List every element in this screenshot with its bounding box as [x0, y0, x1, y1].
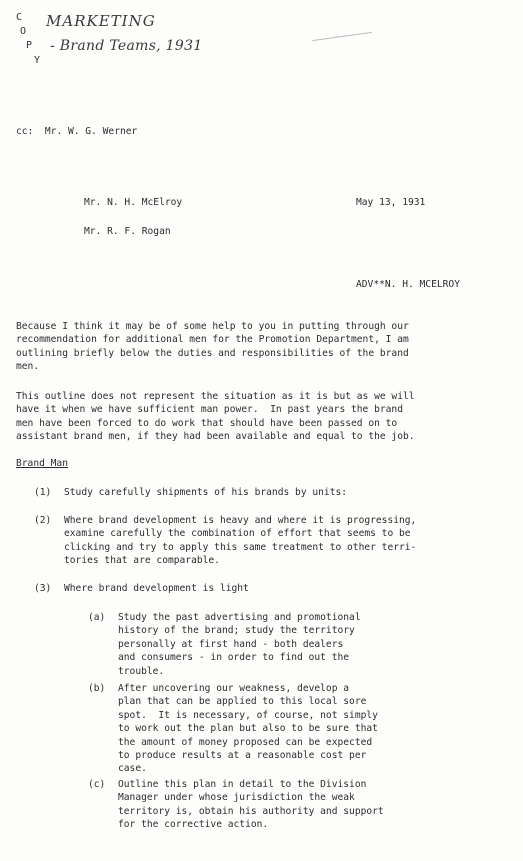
paragraph-line: men.: [16, 361, 40, 373]
cc-line: cc: Mr. W. G. Werner: [16, 126, 138, 137]
copy-letter: P: [26, 40, 33, 51]
subitem-body: [118, 778, 384, 832]
subitem-body: [118, 611, 361, 678]
handwritten-label-brand-teams: - Brand Teams, 1931: [50, 38, 203, 54]
subitem-line: personally at first hand - both dealers: [118, 638, 344, 650]
copy-letter: C: [16, 12, 23, 23]
subitem-line: spot. It is necessary, of course, not simply: [118, 709, 378, 721]
subitem-line: Outline this plan in detail to the Division: [118, 779, 367, 790]
subitem-line: After uncovering our weakness, develop a: [118, 683, 350, 694]
item-line: Study carefully shipments of his brands by units:: [64, 487, 348, 498]
item-line: Where brand development is heavy and where it is progressing,: [64, 515, 417, 526]
paragraph-line: have it when we have sufficient man power. In past years the brand: [16, 404, 403, 416]
paragraph-line: recommendation for additional men for the Promotion Department, I am: [16, 334, 409, 346]
item-body: [64, 514, 416, 568]
outline-paragraph: [16, 390, 506, 444]
item-line: Where brand development is light: [64, 583, 249, 594]
item-line: examine carefully the combination of effort that seems to be: [64, 528, 411, 540]
stray-pen-mark: [312, 32, 372, 41]
item-line: tories that are comparable.: [64, 555, 220, 567]
paragraph-line: Because I think it may be of some help to you in putting through our: [16, 321, 409, 332]
reference-line: ADV**N. H. MCELROY: [356, 279, 460, 290]
memo-date: May 13, 1931: [356, 197, 426, 208]
subitem-letter: (c): [88, 779, 106, 790]
copy-letter: O: [20, 26, 27, 37]
recipient-1: Mr. N. H. McElroy: [84, 197, 183, 208]
subitem-line: Manager under whose jurisdiction the weak: [118, 792, 355, 804]
paragraph-line: This outline does not represent the situation as it is but as we will: [16, 391, 415, 402]
subitem-line: Study the past advertising and promotional: [118, 612, 361, 623]
subitem-letter: (b): [88, 683, 106, 694]
section-heading-brand-man: Brand Man: [16, 458, 68, 469]
subitem-line: the amount of money proposed can be expected: [118, 736, 373, 748]
subitem-line: for the corrective action.: [118, 819, 269, 831]
subitem-line: to work out the plan but also to be sure that: [118, 723, 378, 735]
subitem-line: trouble.: [118, 665, 165, 677]
subitem-line: case.: [118, 763, 147, 775]
subitem-line: to produce results at a reasonable cost per: [118, 750, 367, 762]
item-number: (1): [34, 487, 52, 498]
item-body: [64, 486, 347, 499]
item-line: clicking and try to apply this same treatment to other terri-: [64, 541, 417, 553]
copy-letter: Y: [34, 55, 41, 66]
subitem-line: history of the brand; study the territory: [118, 625, 355, 637]
handwritten-label-marketing: MARKETING: [46, 12, 156, 30]
item-number: (2): [34, 515, 52, 526]
subitem-line: territory is, obtain his authority and support: [118, 805, 384, 817]
item-number: (3): [34, 583, 52, 594]
subitem-line: plan that can be applied to this local sore: [118, 696, 367, 708]
subitem-letter: (a): [88, 612, 106, 623]
recipient-2: Mr. R. F. Rogan: [84, 226, 171, 237]
subitem-line: and consumers - in order to find out the: [118, 652, 350, 664]
intro-paragraph: [16, 320, 506, 374]
paragraph-line: outlining briefly below the duties and responsibilities of the brand: [16, 347, 409, 359]
subitem-body: [118, 682, 378, 776]
paragraph-line: men have been forced to do work that should have been passed on to: [16, 417, 398, 429]
paragraph-line: assistant brand men, if they had been available and equal to the job.: [16, 431, 415, 443]
item-body: [64, 582, 249, 595]
